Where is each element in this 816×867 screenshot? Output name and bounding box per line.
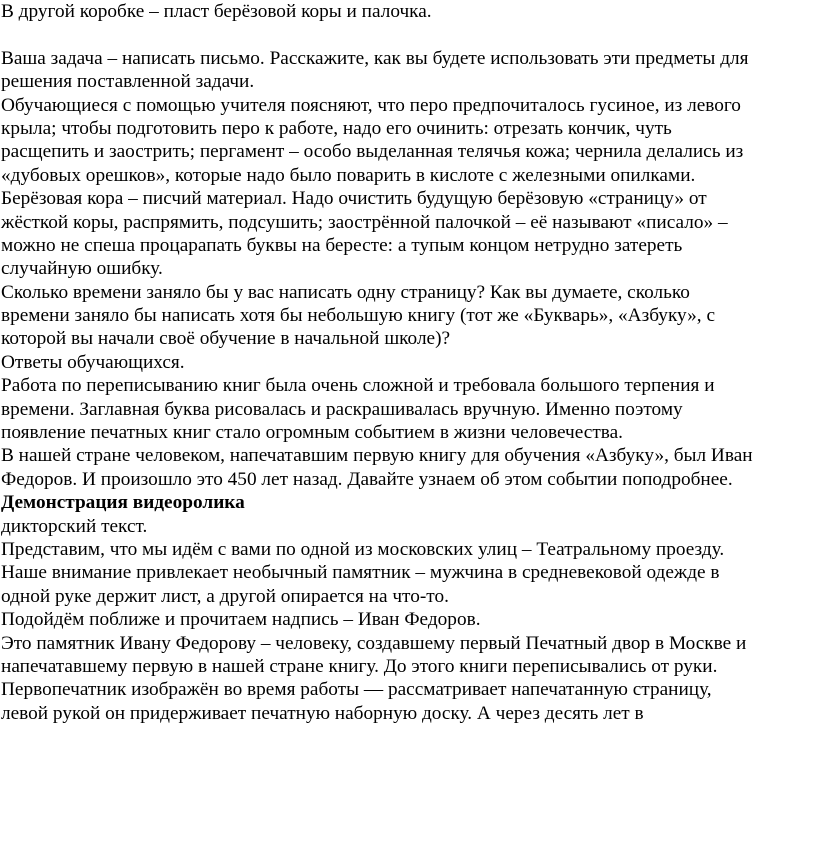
section-heading [1, 491, 815, 514]
paragraph-ivan-fedorov [1, 444, 815, 491]
text-line: Берёзовая кора – писчий материал. Надо очистить будущую берёзовую «страницу» от [1, 188, 707, 210]
text-line: Ответы обучающихся. [1, 351, 185, 373]
text-line: появление печатных книг стало огромным событием в жизни человечества. [1, 422, 623, 444]
paragraph-narrator [1, 515, 815, 538]
text-line: случайную ошибку. [1, 258, 163, 280]
paragraph-inscription [1, 608, 815, 631]
text-line: можно не спеша процарапать буквы на бересте: а тупым концом нетрудно затереть [1, 234, 683, 256]
text-line: левой рукой он придерживает печатную наборную доску. А через десять лет в [1, 702, 644, 724]
text-line: Ваша задача – написать письмо. Расскажите, как вы будете использовать эти предметы для [1, 47, 749, 69]
text-line: Наше внимание привлекает необычный памятник – мужчина в средневековой одежде в [1, 562, 720, 584]
text-line: «дубовых орешков», которые надо было поварить в кислоте с железными опилками. [1, 164, 696, 186]
text-line: В другой коробке – пласт берёзовой коры и палочка. [1, 1, 432, 22]
blank-line [1, 23, 815, 46]
paragraph-copying-work [1, 374, 815, 444]
paragraph-monument [1, 632, 815, 726]
text-line: Федоров. И произошло это 450 лет назад. Давайте узнаем об этом событии поподробнее. [1, 468, 733, 490]
text-line: решения поставленной задачи. [1, 71, 255, 93]
heading-video-demo: Демонстрация видеоролика [1, 492, 245, 514]
paragraph-answers [1, 351, 815, 374]
text-line: Представим, что мы идём с вами по одной из московских улиц – Театральному проезду. [1, 538, 725, 560]
paragraph-task [1, 47, 815, 94]
text-line: времени заняло бы написать хотя бы небольшую книгу (тот же «Букварь», «Азбуку», с [1, 305, 715, 327]
text-line: Подойдём поближе и прочитаем надпись – Иван Федоров. [1, 609, 481, 631]
text-line: крыла; чтобы подготовить перо к работе, надо его очинить: отрезать кончик, чуть [1, 117, 672, 139]
text-line: Обучающиеся с помощью учителя поясняют, что перо предпочиталось гусиное, из левого [1, 94, 741, 116]
text-line: Сколько времени заняло бы у вас написать одну страницу? Как вы думаете, сколько [1, 281, 690, 303]
text-line: Это памятник Ивану Федорову – человеку, создавшему первый Печатный двор в Москве и [1, 632, 747, 654]
paragraph-intro [1, 0, 815, 23]
paragraph-question [1, 281, 815, 351]
text-line: которой вы начали своё обучение в начальной школе)? [1, 328, 451, 350]
text-line: времени. Заглавная буква рисовалась и раскрашивалась вручную. Именно поэтому [1, 398, 683, 420]
text-line: расщепить и заострить; пергамент – особо выделанная телячья кожа; чернила делались из [1, 141, 744, 163]
text-line: Первопечатник изображён во время работы — рассматривает напечатанную страницу, [1, 679, 712, 701]
paragraph-birch-bark [1, 187, 815, 281]
text-line: дикторский текст. [1, 515, 148, 537]
paragraph-street [1, 538, 815, 608]
text-line: жёсткой коры, распрямить, подсушить; заострённой палочкой – её называют «писало» – [1, 211, 728, 233]
text-line: В нашей стране человеком, напечатавшим первую книгу для обучения «Азбуку», был Иван [1, 445, 753, 467]
text-line: Работа по переписыванию книг была очень сложной и требовала большого терпения и [1, 375, 715, 397]
text-line: одной руке держит лист, а другой опирается на что-то. [1, 585, 449, 607]
text-line: напечатавшему первую в нашей стране книгу. До этого книги переписывались от руки. [1, 655, 718, 677]
paragraph-pen-explanation [1, 94, 815, 188]
